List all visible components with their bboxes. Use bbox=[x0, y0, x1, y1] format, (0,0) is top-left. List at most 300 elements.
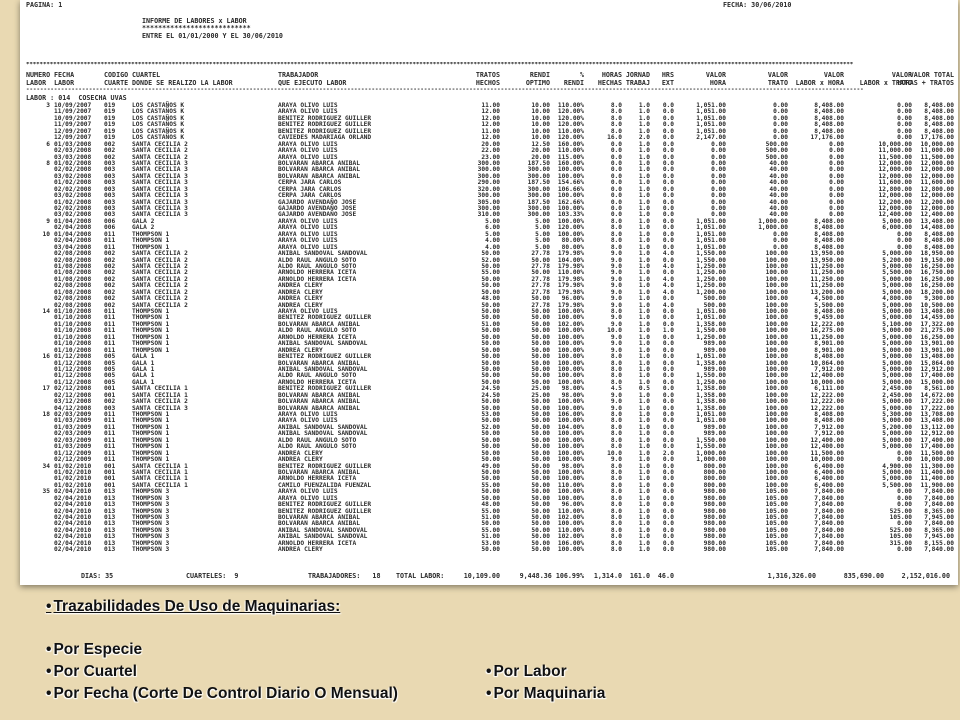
cell-fecha: 01/02/2010 bbox=[54, 462, 92, 470]
cell-fecha: 02/08/2008 bbox=[54, 295, 92, 303]
cell-valor-labor-trato: 5,000.00 bbox=[882, 301, 912, 309]
cell-pct: 160.00% bbox=[557, 140, 584, 148]
cell-valor-labor-trato: 0.00 bbox=[897, 121, 912, 129]
cell-valor-labor-hora: 8,408.00 bbox=[814, 217, 844, 225]
cell-trabajador: ANIBAL SANDOVAL SANDOVAL bbox=[278, 250, 368, 258]
cell-pct: 100.00% bbox=[557, 443, 584, 451]
cell-fecha: 01/04/2008 bbox=[54, 230, 92, 238]
cell-rendi: 50.00 bbox=[531, 526, 550, 534]
cell-rendi: 50.00 bbox=[531, 539, 550, 547]
cell-valor-trato: 40.00 bbox=[769, 179, 788, 187]
cell-valor-total: 13,408.00 bbox=[920, 308, 954, 315]
cell-valor-total: 15,000.00 bbox=[920, 378, 954, 386]
cell-horas: 9.0 bbox=[610, 295, 622, 303]
cell-tratos: 55.00 bbox=[481, 507, 500, 515]
cell-rendi: 50.00 bbox=[531, 411, 550, 418]
cell-valor-trato: 105.00 bbox=[765, 546, 788, 554]
cell-fecha: 02/02/2008 bbox=[54, 185, 92, 193]
cell-horas: 0.0 bbox=[610, 205, 622, 212]
cell-valor-hora: 0.00 bbox=[711, 198, 726, 206]
cell-valor-trato: 100.00 bbox=[765, 385, 788, 393]
cell-valor-labor-trato: 5,200.00 bbox=[882, 256, 912, 264]
cell-valor-labor-hora: 0.00 bbox=[829, 140, 844, 148]
cell-horas: 0.0 bbox=[610, 185, 622, 193]
cell-cuartel: THOMPSON 3 bbox=[132, 520, 170, 528]
cell-tratos: 50.00 bbox=[481, 333, 500, 341]
cell-valor-trato: 40.00 bbox=[769, 192, 788, 200]
cell-ext: 0.0 bbox=[662, 134, 674, 142]
cell-trabajador: ALDO RAUL ANGULO SOTO bbox=[278, 372, 357, 380]
cell-jornad: 1.0 bbox=[638, 288, 650, 296]
cell-codigo: 011 bbox=[104, 243, 116, 251]
column-header-horas: HORAS bbox=[601, 71, 622, 79]
cell-tratos: 50.00 bbox=[481, 353, 500, 361]
cell-valor-labor-trato: 0.00 bbox=[897, 230, 912, 238]
cell-rendi: 50.00 bbox=[531, 269, 550, 277]
cell-valor-total: 12,000.00 bbox=[920, 159, 954, 167]
cell-tratos: 320.00 bbox=[477, 185, 500, 193]
cell-valor-labor-trato: 11,000.00 bbox=[878, 147, 912, 155]
cell-rendi: 50.00 bbox=[531, 333, 550, 341]
cell-pct: 110.00% bbox=[557, 481, 584, 489]
cell-valor-labor-trato: 0.00 bbox=[897, 546, 912, 554]
cell-tratos: 53.00 bbox=[481, 411, 500, 418]
cell-valor-hora: 1,250.00 bbox=[696, 269, 726, 277]
cell-cuartel: THOMPSON 1 bbox=[132, 456, 170, 464]
cell-fecha: 12/09/2007 bbox=[54, 134, 92, 142]
cell-trabajador: ANDREA CLERY bbox=[278, 449, 323, 457]
cell-valor-hora: 980.00 bbox=[703, 501, 726, 509]
cell-codigo: 013 bbox=[104, 514, 116, 521]
cell-ext: 0.0 bbox=[662, 514, 674, 521]
cell-codigo: 002 bbox=[104, 250, 116, 258]
cell-pct: 160.00% bbox=[557, 159, 584, 167]
dash-rule: ------------------------------------------------------------------------------------------------------------------------------------------------------------------------------------------------------------------------------------------------ bbox=[26, 87, 864, 93]
cell-trabajador: ANIBAL SANDOVAL SANDOVAL bbox=[278, 533, 368, 541]
cell-tratos: 11.00 bbox=[481, 127, 500, 135]
cell-valor-labor-trato: 105.00 bbox=[889, 533, 912, 541]
bullet-por-maquinaria: • Por Maquinaria bbox=[486, 685, 605, 703]
cell-valor-labor-hora: 6,400.00 bbox=[814, 475, 844, 483]
cell-valor-hora: 1,051.00 bbox=[696, 217, 726, 225]
cell-rendi: 50.00 bbox=[531, 546, 550, 554]
cell-tratos: 22.00 bbox=[481, 147, 500, 155]
cell-valor-labor-trato: 5,000.00 bbox=[882, 353, 912, 361]
cell-jornad: 1.0 bbox=[638, 275, 650, 283]
cell-valor-labor-hora: 12,222.00 bbox=[810, 320, 844, 328]
cell-numero: 16 bbox=[42, 353, 50, 361]
cell-valor-hora: 1,358.00 bbox=[696, 320, 726, 328]
cell-valor-labor-trato: 2,450.00 bbox=[882, 385, 912, 393]
cell-trabajador: BOLVARAN ABARCA ANIBAL bbox=[278, 391, 360, 399]
cell-rendi: 12.50 bbox=[531, 140, 550, 148]
cell-valor-trato: 40.00 bbox=[769, 166, 788, 174]
cell-tratos: 55.00 bbox=[481, 526, 500, 534]
cell-jornad: 1.0 bbox=[638, 127, 650, 135]
cell-ext: 0.0 bbox=[662, 185, 674, 193]
cell-valor-labor-hora: 10,864.00 bbox=[810, 359, 844, 367]
cell-pct: 179.98% bbox=[557, 288, 584, 296]
cell-valor-total: 10,000.00 bbox=[920, 456, 954, 464]
cell-rendi: 300.00 bbox=[527, 205, 550, 212]
cell-valor-labor-hora: 11,500.00 bbox=[810, 449, 844, 457]
cell-valor-hora: 800.00 bbox=[703, 468, 726, 476]
cell-ext: 4.0 bbox=[662, 282, 674, 290]
cell-codigo: 002 bbox=[104, 282, 116, 290]
cell-pct: 100.00% bbox=[557, 333, 584, 341]
cell-valor-labor-hora: 12,222.00 bbox=[810, 398, 844, 406]
cell-valor-labor-trato: 5,000.00 bbox=[882, 378, 912, 386]
cell-valor-trato: 40.00 bbox=[769, 172, 788, 180]
cell-valor-total: 12,000.00 bbox=[920, 166, 954, 174]
column-header-ext: EXT bbox=[661, 79, 674, 87]
cell-valor-labor-hora: 7,840.00 bbox=[814, 501, 844, 509]
cell-trabajador: ANDREA CLERY bbox=[278, 546, 323, 554]
column-header-horas: HECHAS bbox=[597, 79, 622, 87]
cell-pct: 80.00% bbox=[561, 237, 584, 245]
cell-horas: 8.0 bbox=[610, 539, 622, 547]
cell-pct: 120.00% bbox=[557, 121, 584, 129]
cell-fecha: 01/12/2008 bbox=[54, 372, 92, 380]
cell-valor-labor-hora: 4,500.00 bbox=[814, 295, 844, 303]
cell-valor-labor-hora: 6,400.00 bbox=[814, 481, 844, 489]
cell-jornad: 1.0 bbox=[638, 353, 650, 361]
cell-valor-labor-hora: 8,408.00 bbox=[814, 102, 844, 109]
cell-horas: 10.0 bbox=[607, 327, 622, 335]
cell-valor-total: 8,155.00 bbox=[924, 539, 954, 547]
cell-cuartel: THOMPSON 3 bbox=[132, 539, 170, 547]
cell-jornad: 0.5 bbox=[638, 385, 650, 393]
cell-valor-labor-hora: 7,840.00 bbox=[814, 520, 844, 528]
cell-cuartel: THOMPSON 1 bbox=[132, 320, 170, 328]
cell-valor-labor-hora: 11,250.00 bbox=[810, 262, 844, 270]
cell-trabajador: BENITEZ RODRIGUEZ GUILLER bbox=[278, 385, 372, 393]
cell-codigo: 019 bbox=[104, 108, 116, 116]
cell-valor-total: 11,300.00 bbox=[920, 462, 954, 470]
summary-trabajadores: TRABAJADORES: 18 bbox=[308, 572, 381, 580]
cell-valor-labor-trato: 12,800.00 bbox=[878, 185, 912, 193]
cell-valor-labor-hora: 0.00 bbox=[829, 153, 844, 161]
cell-valor-hora: 1,051.00 bbox=[696, 314, 726, 322]
cell-horas: 4.5 bbox=[610, 385, 622, 393]
cell-valor-total: 8,408.00 bbox=[924, 127, 954, 135]
cell-fecha: 03/03/2008 bbox=[54, 153, 92, 161]
cell-fecha: 01/02/2008 bbox=[54, 179, 92, 187]
cell-ext: 0.0 bbox=[662, 237, 674, 245]
cell-cuartel: SANTA CECILIA 3 bbox=[132, 166, 188, 174]
cell-cuartel: THOMPSON 1 bbox=[132, 230, 170, 238]
cell-codigo: 002 bbox=[104, 301, 116, 309]
cell-cuartel: THOMPSON 3 bbox=[132, 501, 170, 509]
cell-valor-labor-hora: 8,408.00 bbox=[814, 308, 844, 315]
cell-horas: 8.0 bbox=[610, 430, 622, 438]
cell-valor-trato: 100.00 bbox=[765, 301, 788, 309]
cell-valor-labor-trato: 12,000.00 bbox=[878, 172, 912, 180]
cell-valor-labor-trato: 4,800.00 bbox=[882, 295, 912, 303]
cell-rendi: 50.00 bbox=[531, 533, 550, 541]
cell-tratos: 50.00 bbox=[481, 468, 500, 476]
cell-cuartel: THOMPSON 1 bbox=[132, 340, 170, 348]
cell-valor-trato: 100.00 bbox=[765, 417, 788, 425]
cell-horas: 9.0 bbox=[610, 398, 622, 406]
cell-fecha: 02/04/2010 bbox=[54, 494, 92, 502]
cell-cuartel: LOS CASTAÑOS K bbox=[132, 134, 185, 142]
cell-trabajador: BENITEZ RODRIGUEZ GUILLER bbox=[278, 114, 372, 122]
cell-cuartel: GALA 1 bbox=[132, 365, 155, 373]
cell-tratos: 50.00 bbox=[481, 430, 500, 438]
cell-valor-total: 17,400.00 bbox=[920, 436, 954, 444]
cell-tratos: 50.00 bbox=[481, 520, 500, 528]
cell-codigo: 013 bbox=[104, 501, 116, 509]
cell-jornad: 1.0 bbox=[638, 443, 650, 451]
cell-horas: 0.0 bbox=[610, 166, 622, 174]
cell-valor-labor-trato: 0.00 bbox=[897, 456, 912, 464]
cell-ext: 0.0 bbox=[662, 481, 674, 489]
cell-valor-total: 13,708.00 bbox=[920, 411, 954, 418]
cell-valor-total: 17,400.00 bbox=[920, 372, 954, 380]
cell-valor-labor-trato: 2,450.00 bbox=[882, 391, 912, 399]
cell-valor-total: 14,672.00 bbox=[920, 391, 954, 399]
cell-valor-hora: 1,051.00 bbox=[696, 417, 726, 425]
cell-tratos: 50.00 bbox=[481, 378, 500, 386]
cell-fecha: 03/02/2008 bbox=[54, 192, 92, 200]
cell-jornad: 1.0 bbox=[638, 423, 650, 431]
cell-cuartel: SANTA CECILIA 2 bbox=[132, 262, 188, 270]
cell-pct: 104.00% bbox=[557, 423, 584, 431]
cell-valor-labor-hora: 8,408.00 bbox=[814, 230, 844, 238]
cell-ext: 0.0 bbox=[662, 314, 674, 322]
cell-valor-labor-trato: 5,000.00 bbox=[882, 327, 912, 335]
cell-tratos: 300.00 bbox=[477, 192, 500, 200]
cell-pct: 162.66% bbox=[557, 198, 584, 206]
cell-tratos: 4.00 bbox=[485, 243, 500, 251]
cell-horas: 8.0 bbox=[610, 102, 622, 109]
cell-rendi: 27.78 bbox=[531, 250, 550, 258]
cell-trabajador: CERPA JARA CARLOS bbox=[278, 185, 342, 193]
cell-pct: 100.00% bbox=[557, 346, 584, 354]
cell-ext: 0.0 bbox=[662, 404, 674, 412]
cell-rendi: 50.00 bbox=[531, 346, 550, 354]
cell-jornad: 1.0 bbox=[638, 140, 650, 148]
cell-valor-trato: 100.00 bbox=[765, 436, 788, 444]
cell-rendi: 50.00 bbox=[531, 314, 550, 322]
cell-rendi: 50.00 bbox=[531, 340, 550, 348]
cell-ext: 0.0 bbox=[662, 417, 674, 425]
cell-valor-total: 12,912.00 bbox=[920, 365, 954, 373]
cell-ext: 0.0 bbox=[662, 308, 674, 315]
cell-valor-hora: 1,051.00 bbox=[696, 102, 726, 109]
cell-fecha: 02/04/2010 bbox=[54, 507, 92, 515]
cell-valor-total: 16,250.00 bbox=[920, 275, 954, 283]
cell-pct: 115.00% bbox=[557, 153, 584, 161]
cell-pct: 98.00% bbox=[561, 385, 584, 393]
cell-valor-hora: 980.00 bbox=[703, 494, 726, 502]
cell-codigo: 002 bbox=[104, 398, 116, 406]
cell-pct: 102.00% bbox=[557, 320, 584, 328]
column-header-trabajador: QUE EJECUTO LABOR bbox=[278, 79, 347, 87]
cell-valor-labor-hora: 5,500.00 bbox=[814, 301, 844, 309]
cell-valor-total: 19,150.00 bbox=[920, 256, 954, 264]
cell-cuartel: SANTA CECILIA 3 bbox=[132, 198, 188, 206]
cell-ext: 0.0 bbox=[662, 121, 674, 129]
cell-fecha: 01/10/2008 bbox=[54, 346, 92, 354]
cell-pct: 110.00% bbox=[557, 127, 584, 135]
cell-tratos: 50.00 bbox=[481, 436, 500, 444]
cell-horas: 9.0 bbox=[610, 275, 622, 283]
cell-rendi: 50.00 bbox=[531, 430, 550, 438]
cell-tratos: 49.00 bbox=[481, 462, 500, 470]
cell-valor-labor-trato: 5,000.00 bbox=[882, 333, 912, 341]
cell-tratos: 50.00 bbox=[481, 494, 500, 502]
cell-valor-labor-hora: 7,840.00 bbox=[814, 533, 844, 541]
bullet-list bbox=[46, 598, 946, 718]
column-header-valor-trato: TRATO bbox=[767, 79, 788, 87]
cell-rendi: 50.00 bbox=[531, 256, 550, 264]
cell-valor-trato: 0.00 bbox=[773, 102, 788, 109]
cell-horas: 8.0 bbox=[610, 359, 622, 367]
cell-valor-labor-trato: 5,000.00 bbox=[882, 275, 912, 283]
column-header-jornad: TRABAJ bbox=[625, 79, 650, 87]
cell-valor-labor-trato: 12,000.00 bbox=[878, 159, 912, 167]
cell-valor-total: 17,222.00 bbox=[920, 404, 954, 412]
cell-valor-hora: 1,358.00 bbox=[696, 385, 726, 393]
column-header-fecha: LABOR bbox=[54, 79, 75, 87]
cell-jornad: 1.0 bbox=[638, 436, 650, 444]
cell-valor-trato: 100.00 bbox=[765, 346, 788, 354]
cell-trabajador: ARAYA OLIVO LUIS bbox=[278, 308, 338, 315]
cell-valor-hora: 1,051.00 bbox=[696, 114, 726, 122]
cell-valor-hora: 800.00 bbox=[703, 481, 726, 489]
cell-valor-hora: 1,051.00 bbox=[696, 224, 726, 232]
cell-ext: 0.0 bbox=[662, 217, 674, 225]
cell-codigo: 003 bbox=[104, 159, 116, 167]
cell-pct: 120.00% bbox=[557, 108, 584, 116]
cell-fecha: 12/09/2007 bbox=[54, 127, 92, 135]
cell-horas: 9.0 bbox=[610, 340, 622, 348]
cell-rendi: 5.00 bbox=[535, 243, 550, 251]
cell-fecha: 02/04/2010 bbox=[54, 501, 92, 509]
cell-codigo: 002 bbox=[104, 256, 116, 264]
cell-trabajador: ALDO RAUL ANGULO SOTO bbox=[278, 436, 357, 444]
cell-rendi: 10.00 bbox=[531, 102, 550, 109]
cell-tratos: 24.50 bbox=[481, 385, 500, 393]
cell-cuartel: THOMPSON 1 bbox=[132, 443, 170, 451]
cell-valor-hora: 800.00 bbox=[703, 475, 726, 483]
cell-valor-trato: 0.00 bbox=[773, 230, 788, 238]
cell-jornad: 1.0 bbox=[638, 520, 650, 528]
cell-valor-labor-hora: 8,408.00 bbox=[814, 417, 844, 425]
cell-tratos: 50.00 bbox=[481, 282, 500, 290]
cell-pct: 120.00% bbox=[557, 134, 584, 142]
cell-rendi: 10.00 bbox=[531, 114, 550, 122]
cell-ext: 0.0 bbox=[662, 205, 674, 212]
cell-tratos: 50.00 bbox=[481, 359, 500, 367]
cell-jornad: 1.0 bbox=[638, 114, 650, 122]
cell-horas: 16.0 bbox=[607, 134, 622, 142]
report-title: INFORME DE LABORES x LABOR bbox=[142, 17, 247, 25]
cell-valor-labor-trato: 6,000.00 bbox=[882, 224, 912, 232]
cell-jornad: 1.0 bbox=[638, 147, 650, 155]
cell-cuartel: SANTA CECILIA 1 bbox=[132, 481, 188, 489]
cell-ext: 0.0 bbox=[662, 520, 674, 528]
cell-valor-total: 11,400.00 bbox=[920, 475, 954, 483]
cell-valor-trato: 0.00 bbox=[773, 243, 788, 251]
cell-pct: 100.00% bbox=[557, 217, 584, 225]
cell-jornad: 1.0 bbox=[638, 243, 650, 251]
cell-valor-labor-trato: 5,000.00 bbox=[882, 417, 912, 425]
cell-trabajador: BOLVARAN ABARCA ANIBAL bbox=[278, 514, 360, 521]
report-rows bbox=[26, 103, 956, 554]
cell-jornad: 1.0 bbox=[638, 159, 650, 167]
cell-jornad: 1.0 bbox=[638, 526, 650, 534]
cell-valor-hora: 1,550.00 bbox=[696, 256, 726, 264]
cell-jornad: 1.0 bbox=[638, 301, 650, 309]
bullet-por-cuartel: • Por Cuartel bbox=[46, 663, 137, 681]
cell-jornad: 1.0 bbox=[638, 546, 650, 554]
cell-valor-hora: 1,250.00 bbox=[696, 333, 726, 341]
column-header-codigo: CUARTE bbox=[104, 79, 129, 87]
cell-valor-total: 18,200.00 bbox=[920, 288, 954, 296]
cell-valor-hora: 989.00 bbox=[703, 423, 726, 431]
column-header-codigo: CODIGO bbox=[104, 71, 129, 79]
cell-fecha: 01/02/2008 bbox=[54, 159, 92, 167]
cell-valor-trato: 100.00 bbox=[765, 262, 788, 270]
cell-valor-labor-trato: 5,000.00 bbox=[882, 365, 912, 373]
cell-cuartel: THOMPSON 1 bbox=[132, 314, 170, 322]
cell-valor-labor-trato: 12,400.00 bbox=[878, 211, 912, 219]
cell-valor-labor-trato: 0.00 bbox=[897, 127, 912, 135]
summary-cuarteles: CUARTELES: 9 bbox=[186, 572, 239, 580]
cell-valor-labor-trato: 0.00 bbox=[897, 102, 912, 109]
cell-valor-hora: 2,147.00 bbox=[696, 134, 726, 142]
cell-valor-total: 17,176.00 bbox=[920, 134, 954, 142]
cell-numero: 34 bbox=[42, 462, 50, 470]
cell-rendi: 25.00 bbox=[531, 385, 550, 393]
cell-numero: 10 bbox=[42, 230, 50, 238]
cell-codigo: 011 bbox=[104, 411, 116, 418]
summary-total-rendi: 9,448.36 106.99% bbox=[519, 572, 584, 580]
cell-fecha: 02/08/2008 bbox=[54, 256, 92, 264]
cell-cuartel: THOMPSON 3 bbox=[132, 533, 170, 541]
cell-trabajador: BOLVARAN ABARCA ANIBAL bbox=[278, 166, 360, 174]
cell-fecha: 01/02/2010 bbox=[54, 468, 92, 476]
cell-valor-hora: 1,000.00 bbox=[696, 456, 726, 464]
cell-valor-trato: 100.00 bbox=[765, 288, 788, 296]
column-header-cuartel: DONDE SE REALIZO LA LABOR bbox=[132, 79, 233, 87]
cell-rendi: 300.00 bbox=[527, 185, 550, 193]
cell-rendi: 10.00 bbox=[531, 127, 550, 135]
cell-valor-labor-hora: 12,400.00 bbox=[810, 436, 844, 444]
cell-horas: 0.0 bbox=[610, 198, 622, 206]
cell-valor-total: 8,408.00 bbox=[924, 102, 954, 109]
cell-horas: 8.0 bbox=[610, 121, 622, 129]
cell-valor-hora: 0.00 bbox=[711, 192, 726, 200]
cell-jornad: 1.0 bbox=[638, 250, 650, 258]
cell-jornad: 1.0 bbox=[638, 359, 650, 367]
cell-codigo: 013 bbox=[104, 494, 116, 502]
cell-cuartel: SANTA CECILIA 1 bbox=[132, 385, 188, 393]
cell-tratos: 310.00 bbox=[477, 211, 500, 219]
cell-horas: 9.0 bbox=[610, 333, 622, 341]
cell-valor-labor-hora: 13,200.00 bbox=[810, 288, 844, 296]
cell-tratos: 50.00 bbox=[481, 456, 500, 464]
cell-trabajador: BENITEZ RODRIGUEZ GUILLER bbox=[278, 462, 372, 470]
cell-fecha: 02/04/2010 bbox=[54, 546, 92, 554]
cell-cuartel: LOS CASTAÑOS K bbox=[132, 102, 185, 109]
cell-tratos: 23.00 bbox=[481, 153, 500, 161]
cell-valor-trato: 100.00 bbox=[765, 456, 788, 464]
cell-rendi: 50.00 bbox=[531, 456, 550, 464]
